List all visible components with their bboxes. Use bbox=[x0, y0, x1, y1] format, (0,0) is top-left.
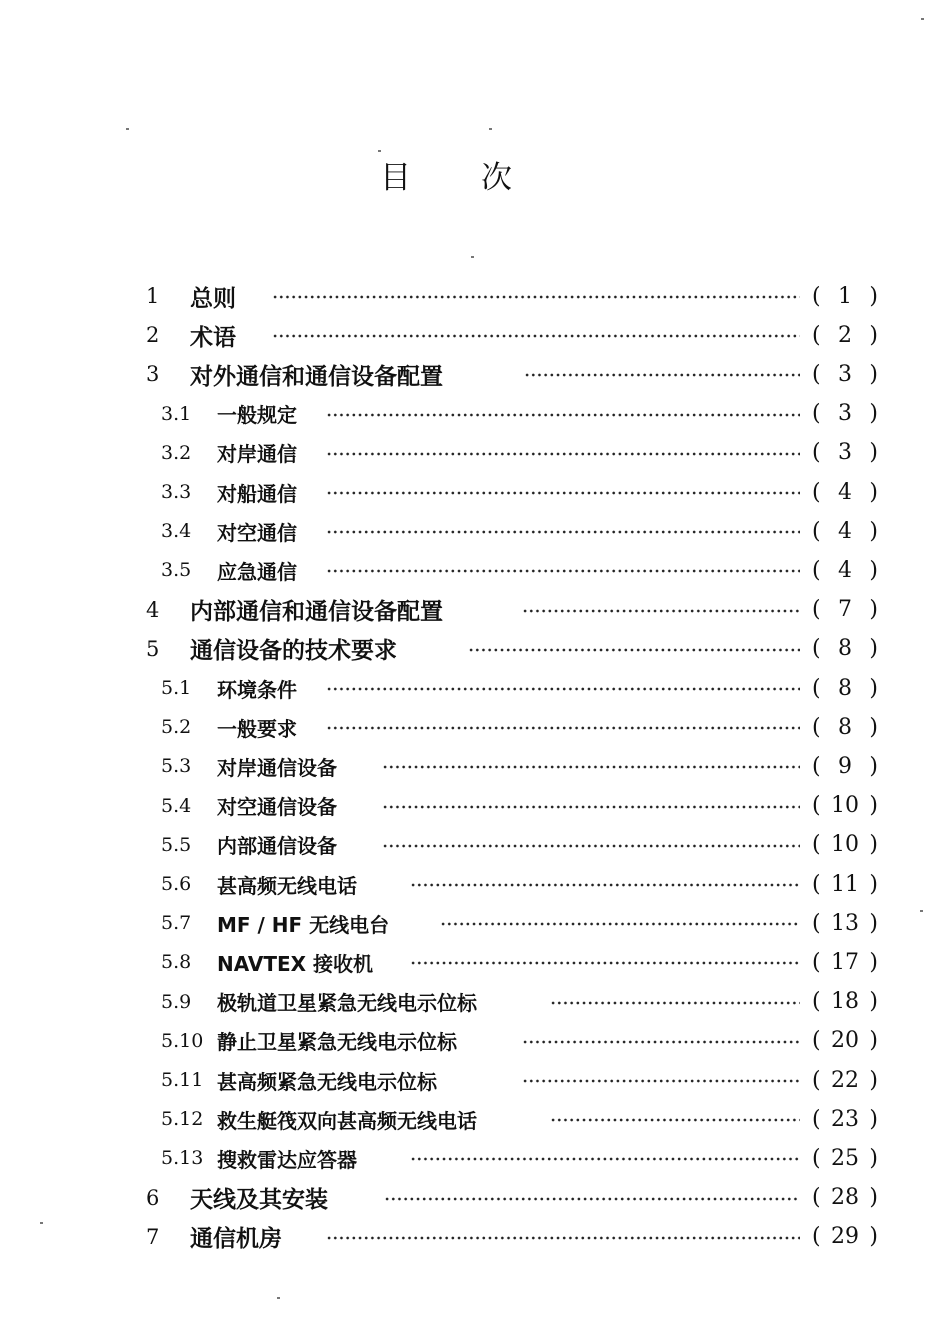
toc-entry-number: 5.5 bbox=[161, 833, 192, 856]
toc-entry-number: 5.1 bbox=[161, 677, 192, 699]
paren-close: ) bbox=[869, 283, 878, 309]
paren-close: ) bbox=[869, 1067, 878, 1093]
toc-entry-page bbox=[812, 323, 878, 348]
page-number: 11 bbox=[831, 871, 859, 897]
toc-entry-number: 5.13 bbox=[161, 1147, 204, 1170]
toc-entry-number: 4 bbox=[146, 597, 160, 622]
toc-entry-page bbox=[812, 636, 878, 661]
dot-leader bbox=[410, 883, 800, 887]
toc-entry[interactable] bbox=[0, 358, 950, 390]
paren-close: ) bbox=[869, 871, 878, 897]
dot-leader bbox=[410, 961, 800, 965]
page-number: 22 bbox=[831, 1067, 859, 1093]
dot-leader bbox=[272, 334, 800, 338]
dot-leader bbox=[410, 1157, 800, 1161]
toc-entry-number: 3.2 bbox=[161, 441, 192, 464]
paren-close: ) bbox=[869, 989, 878, 1015]
toc-entry-title: 天线及其安装 bbox=[190, 1187, 328, 1214]
toc-entry-page bbox=[812, 1146, 878, 1171]
paren-close: ) bbox=[869, 1106, 878, 1132]
toc-entry-page bbox=[812, 362, 878, 387]
toc-entry-page bbox=[812, 401, 878, 426]
toc-entry-title: 救生艇筏双向甚高频无线电话 bbox=[217, 1108, 477, 1133]
toc-entry-title: 通信机房 bbox=[190, 1226, 282, 1253]
paren-open: ( bbox=[812, 557, 821, 583]
dot-leader bbox=[522, 609, 800, 613]
toc-entry-page bbox=[812, 1107, 878, 1132]
toc-entry[interactable] bbox=[0, 750, 950, 782]
paren-close: ) bbox=[869, 910, 878, 936]
toc-entry-number: 3.5 bbox=[161, 559, 192, 582]
toc-entry-number: 5.10 bbox=[161, 1029, 204, 1052]
paren-open: ( bbox=[812, 401, 821, 427]
toc-entry-title: 对外通信和通信设备配置 bbox=[190, 363, 443, 390]
paren-open: ( bbox=[812, 989, 821, 1015]
toc-entry-title: 内部通信和通信设备配置 bbox=[190, 599, 443, 626]
page-number: 2 bbox=[838, 322, 852, 348]
paren-close: ) bbox=[869, 322, 878, 348]
dot-leader bbox=[272, 295, 800, 299]
page-number: 9 bbox=[838, 753, 852, 779]
dot-leader bbox=[522, 1040, 800, 1044]
paren-close: ) bbox=[869, 1028, 878, 1054]
toc-entry-title: 静止卫星紧急无线电示位标 bbox=[217, 1030, 457, 1055]
page-number: 8 bbox=[838, 714, 852, 740]
toc-entry-number: 1 bbox=[146, 284, 160, 308]
toc-entry[interactable] bbox=[0, 711, 950, 743]
toc-entry-page bbox=[812, 911, 878, 936]
toc-entry[interactable] bbox=[0, 1182, 950, 1214]
page-number: 3 bbox=[838, 440, 852, 466]
paren-close: ) bbox=[869, 949, 878, 975]
page-number: 25 bbox=[831, 1145, 859, 1171]
dot-leader bbox=[326, 569, 800, 573]
paren-close: ) bbox=[869, 518, 878, 544]
dot-leader bbox=[326, 413, 800, 417]
paren-close: ) bbox=[869, 1145, 878, 1171]
toc-entry[interactable] bbox=[0, 515, 950, 547]
toc-entry-title: 对空通信设备 bbox=[217, 795, 337, 820]
toc-entry-number: 3.3 bbox=[161, 481, 192, 503]
toc-entry-page bbox=[812, 950, 878, 975]
toc-entry[interactable] bbox=[0, 907, 950, 939]
dot-leader bbox=[550, 1001, 800, 1005]
toc-entry-title: 总则 bbox=[190, 285, 236, 312]
page-number: 4 bbox=[838, 518, 852, 544]
paren-open: ( bbox=[812, 871, 821, 897]
toc-entry[interactable] bbox=[0, 633, 950, 665]
toc-entry-number: 5.6 bbox=[161, 873, 192, 895]
paren-open: ( bbox=[812, 910, 821, 936]
toc-entry-page bbox=[812, 793, 878, 818]
toc-entry-title: 对岸通信设备 bbox=[217, 755, 337, 780]
toc-entry-title: 环境条件 bbox=[217, 677, 297, 702]
paren-close: ) bbox=[869, 440, 878, 466]
toc-entry-title: 一般要求 bbox=[217, 716, 297, 741]
toc-entry[interactable] bbox=[0, 986, 950, 1018]
toc-entry-title: 甚高频无线电话 bbox=[217, 873, 357, 898]
page-number: 8 bbox=[838, 675, 852, 701]
toc-entry-page bbox=[812, 989, 878, 1014]
paren-open: ( bbox=[812, 1067, 821, 1093]
paren-open: ( bbox=[812, 1028, 821, 1054]
toc-entry-number: 3.1 bbox=[161, 402, 192, 425]
paren-open: ( bbox=[812, 949, 821, 975]
paren-open: ( bbox=[812, 479, 821, 505]
toc-entry-title: 对船通信 bbox=[217, 481, 297, 506]
toc-entry-page bbox=[812, 872, 878, 897]
dot-leader bbox=[326, 687, 800, 691]
toc-entry-title: NAVTEX 接收机 bbox=[217, 951, 374, 976]
toc-entry[interactable] bbox=[0, 554, 950, 586]
toc-entry-title: MF / HF 无线电台 bbox=[217, 912, 390, 937]
page-number: 28 bbox=[831, 1185, 859, 1211]
dot-leader bbox=[440, 922, 800, 926]
toc-entry-number: 5.2 bbox=[161, 716, 192, 739]
toc-entry-title: 甚高频紧急无线电示位标 bbox=[217, 1069, 437, 1094]
toc-entry[interactable] bbox=[0, 1221, 950, 1253]
toc-entry[interactable] bbox=[0, 280, 950, 312]
toc-entry[interactable] bbox=[0, 594, 950, 626]
page-number: 3 bbox=[838, 361, 852, 387]
toc-entry-title: 对岸通信 bbox=[217, 442, 297, 467]
paren-open: ( bbox=[812, 361, 821, 387]
page-number: 10 bbox=[831, 832, 859, 858]
toc-entry-number: 5.8 bbox=[161, 951, 192, 974]
page-number: 20 bbox=[831, 1028, 859, 1054]
toc-entry-page bbox=[812, 440, 878, 465]
paren-open: ( bbox=[812, 1224, 821, 1250]
toc-entry-page bbox=[812, 597, 878, 622]
dot-leader bbox=[522, 1079, 800, 1083]
toc-entry-number: 3 bbox=[146, 362, 160, 387]
toc-entry-number: 7 bbox=[146, 1224, 160, 1249]
dot-leader bbox=[468, 648, 800, 652]
paren-open: ( bbox=[812, 636, 821, 662]
toc-entry-number: 5.3 bbox=[161, 755, 192, 778]
page-number: 10 bbox=[831, 793, 859, 819]
paren-close: ) bbox=[869, 832, 878, 858]
toc-entry[interactable] bbox=[0, 398, 950, 430]
page-number: 3 bbox=[838, 401, 852, 427]
dot-leader bbox=[382, 844, 800, 848]
dot-leader bbox=[524, 373, 800, 377]
paren-close: ) bbox=[869, 714, 878, 740]
toc-entry-number: 5 bbox=[146, 636, 160, 661]
toc-entry-title: 极轨道卫星紧急无线电示位标 bbox=[217, 991, 477, 1016]
dot-leader bbox=[326, 491, 800, 495]
paren-close: ) bbox=[869, 636, 878, 662]
toc-entry-title: 一般规定 bbox=[217, 403, 297, 428]
toc-entry-page bbox=[812, 676, 878, 701]
paren-close: ) bbox=[869, 401, 878, 427]
toc-entry-page bbox=[812, 1028, 878, 1053]
dot-leader bbox=[326, 1236, 800, 1240]
paren-close: ) bbox=[869, 753, 878, 779]
paren-close: ) bbox=[869, 479, 878, 505]
toc-entry-number: 5.9 bbox=[161, 990, 192, 1013]
dot-leader bbox=[550, 1118, 800, 1122]
toc-entry-number: 6 bbox=[146, 1185, 160, 1210]
toc-entry[interactable] bbox=[0, 1103, 950, 1135]
paren-open: ( bbox=[812, 753, 821, 779]
toc-entry-title: 内部通信设备 bbox=[217, 834, 337, 859]
dot-leader bbox=[382, 805, 800, 809]
page-number: 7 bbox=[838, 597, 852, 623]
dot-leader bbox=[382, 765, 800, 769]
toc-entry-page bbox=[812, 754, 878, 779]
paren-close: ) bbox=[869, 793, 878, 819]
toc-entry[interactable] bbox=[0, 790, 950, 822]
toc-entry[interactable] bbox=[0, 946, 950, 978]
toc-entry-title: 术语 bbox=[190, 324, 236, 351]
toc-entry-page bbox=[812, 1224, 878, 1249]
page-number: 23 bbox=[831, 1106, 859, 1132]
paren-open: ( bbox=[812, 597, 821, 623]
toc-entry[interactable] bbox=[0, 1025, 950, 1057]
toc-entry-number: 5.12 bbox=[161, 1108, 204, 1131]
toc-entry-number: 5.4 bbox=[161, 794, 192, 817]
dot-leader bbox=[326, 530, 800, 534]
page-number: 18 bbox=[831, 989, 859, 1015]
toc-entry[interactable] bbox=[0, 437, 950, 469]
toc-entry[interactable] bbox=[0, 868, 950, 900]
paren-open: ( bbox=[812, 283, 821, 309]
toc-entry-page bbox=[812, 1185, 878, 1210]
toc-entry-page bbox=[812, 1068, 878, 1093]
page-number: 4 bbox=[838, 479, 852, 505]
paren-close: ) bbox=[869, 361, 878, 387]
paren-open: ( bbox=[812, 322, 821, 348]
toc-entry-page bbox=[812, 284, 878, 309]
toc-entry-number: 3.4 bbox=[161, 520, 192, 543]
page-number: 13 bbox=[831, 910, 859, 936]
paren-open: ( bbox=[812, 1145, 821, 1171]
page-title: 目次 bbox=[380, 160, 582, 196]
paren-open: ( bbox=[812, 1185, 821, 1211]
page-number: 17 bbox=[831, 949, 859, 975]
paren-close: ) bbox=[869, 557, 878, 583]
toc-entry-title: 搜救雷达应答器 bbox=[217, 1147, 357, 1172]
paren-open: ( bbox=[812, 1106, 821, 1132]
paren-open: ( bbox=[812, 675, 821, 701]
paren-close: ) bbox=[869, 1185, 878, 1211]
dot-leader bbox=[384, 1197, 800, 1201]
paren-open: ( bbox=[812, 832, 821, 858]
toc-entry-title: 通信设备的技术要求 bbox=[190, 638, 397, 665]
toc-entry[interactable] bbox=[0, 319, 950, 351]
toc-entry[interactable] bbox=[0, 476, 950, 508]
toc-entry-page bbox=[812, 480, 878, 505]
toc-entry-page bbox=[812, 715, 878, 740]
toc-entry[interactable] bbox=[0, 1142, 950, 1174]
paren-open: ( bbox=[812, 793, 821, 819]
paren-open: ( bbox=[812, 440, 821, 466]
toc-entry-number: 5.7 bbox=[161, 912, 192, 935]
toc-entry-page bbox=[812, 832, 878, 857]
dot-leader bbox=[326, 452, 800, 456]
paren-close: ) bbox=[869, 1224, 878, 1250]
toc-entry-title: 应急通信 bbox=[217, 559, 297, 584]
page-number: 4 bbox=[838, 557, 852, 583]
toc-entry[interactable] bbox=[0, 1064, 950, 1096]
page-number: 1 bbox=[838, 283, 852, 309]
toc-entry-page bbox=[812, 519, 878, 544]
paren-close: ) bbox=[869, 675, 878, 701]
toc-entry-title: 对空通信 bbox=[217, 520, 297, 545]
paren-open: ( bbox=[812, 714, 821, 740]
paren-close: ) bbox=[869, 597, 878, 623]
dot-leader bbox=[326, 726, 800, 730]
toc-entry[interactable] bbox=[0, 672, 950, 704]
toc-entry-number: 5.11 bbox=[161, 1069, 204, 1091]
page-number: 29 bbox=[831, 1224, 859, 1250]
toc-entry-page bbox=[812, 558, 878, 583]
toc-entry-number: 2 bbox=[146, 323, 160, 348]
page-number: 8 bbox=[838, 636, 852, 662]
paren-open: ( bbox=[812, 518, 821, 544]
toc-entry[interactable] bbox=[0, 829, 950, 861]
